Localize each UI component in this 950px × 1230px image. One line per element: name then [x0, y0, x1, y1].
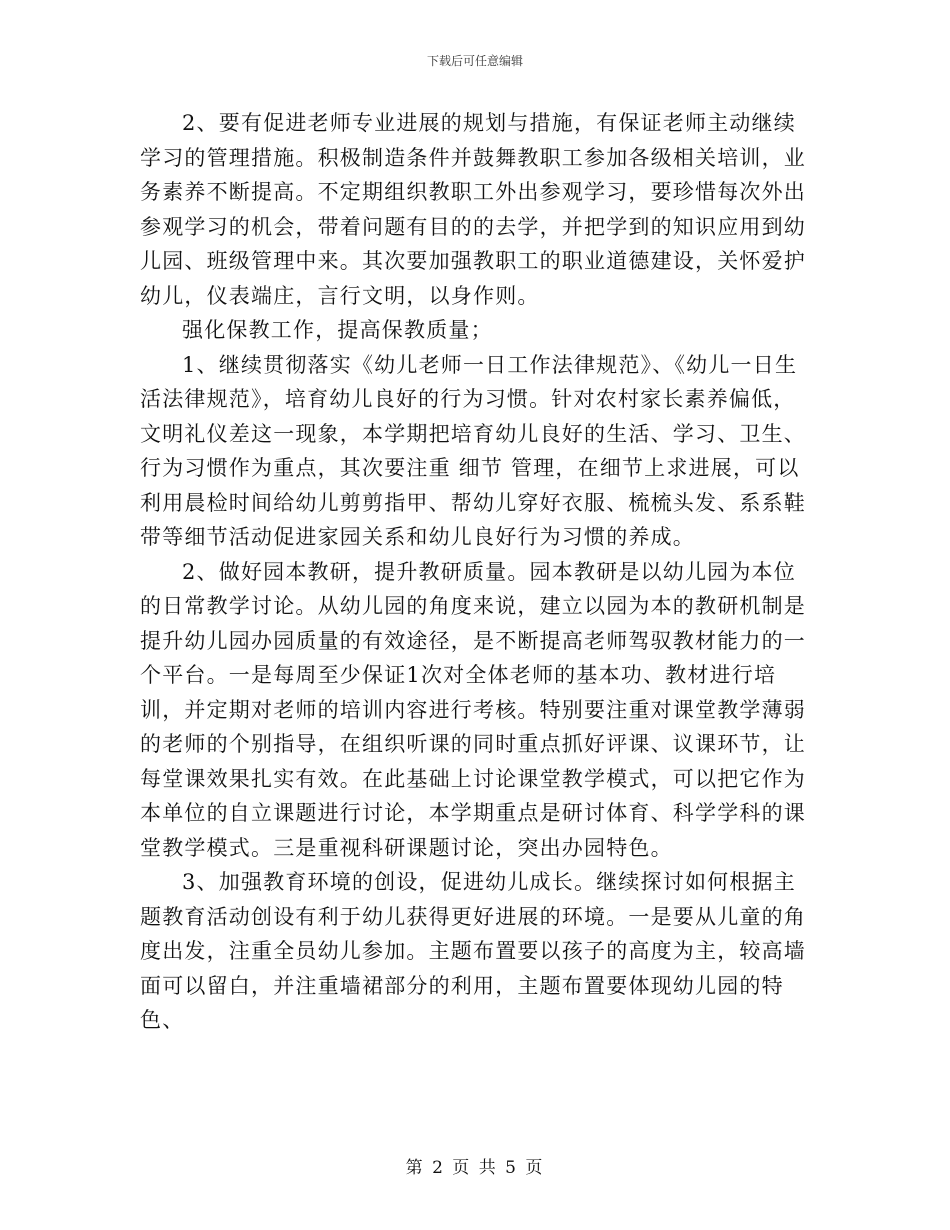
page-header-note: 下载后可任意编辑 — [426, 54, 523, 68]
paragraph-environment: 3、加强教育环境的创设，促进幼儿成长。继续探讨如何根据主题教育活动创设有利于幼儿获得更好进展的环境。一是要从儿童的角度出发，注重全员幼儿参加。主题布置要以孩子的高度为主，较高墙面可以留白，并注重墙裙部分的利用，主题布置要体现幼儿园的特色、 — [140, 870, 806, 1032]
paragraph-teacher-development: 2、要有促进老师专业进展的规划与措施，有保证老师主动继续学习的管理措施。积极制造条件并鼓舞教职工参加各级相关培训，业务素养不断提高。不定期组织教职工外出参观学习，要珍惜每次外出参观学习的机会，带着问题有目的的去学，并把学到的知识应用到幼儿园、班级管理中来。其次要加强教职工的职业道德建设，关怀爱护幼儿，仪表端庄，言行文明，以身作则。 — [140, 111, 806, 308]
paragraph-daily-routine: 1、继续贯彻落实《幼儿老师一日工作法律规范》、《幼儿一日生活法律规范》，培育幼儿良好的行为习惯。针对农村家长素养偏低，文明礼仪差这一现象，本学期把培育幼儿良好的生活、学习、卫生、行为习惯作为重点，其次要注重 细节 管理，在细节上求进展，可以利用晨检时间给幼儿剪剪指甲、帮幼儿穿好衣服、梳梳头发、系系鞋带等细节活动促进家园关系和幼儿良好行为习惯的养成。 — [140, 352, 806, 549]
paragraph-school-research: 2、做好园本教研，提升教研质量。园本教研是以幼儿园为本位的日常教学讨论。从幼儿园的角度来说，建立以园为本的教研机制是提升幼儿园办园质量的有效途径，是不断提高老师驾驭教材能力的一个平台。一是每周至少保证1次对全体老师的基本功、教材进行培训，并定期对老师的培训内容进行考核。特别要注重对课堂教学薄弱的老师的个别指导，在组织听课的同时重点抓好评课、议课环节，让每堂课效果扎实有效。在此基础上讨论课堂教学模式，可以把它作为本单位的自立课题进行讨论，本学期重点是研讨体育、科学学科的课堂教学模式。三是重视科研课题讨论，突出办园特色。 — [140, 559, 806, 860]
document-body — [140, 106, 812, 1038]
paragraph-section-heading: 强化保教工作，提高保教质量； — [182, 318, 493, 342]
page-number: 第 2 页 共 5 页 — [405, 1158, 545, 1178]
